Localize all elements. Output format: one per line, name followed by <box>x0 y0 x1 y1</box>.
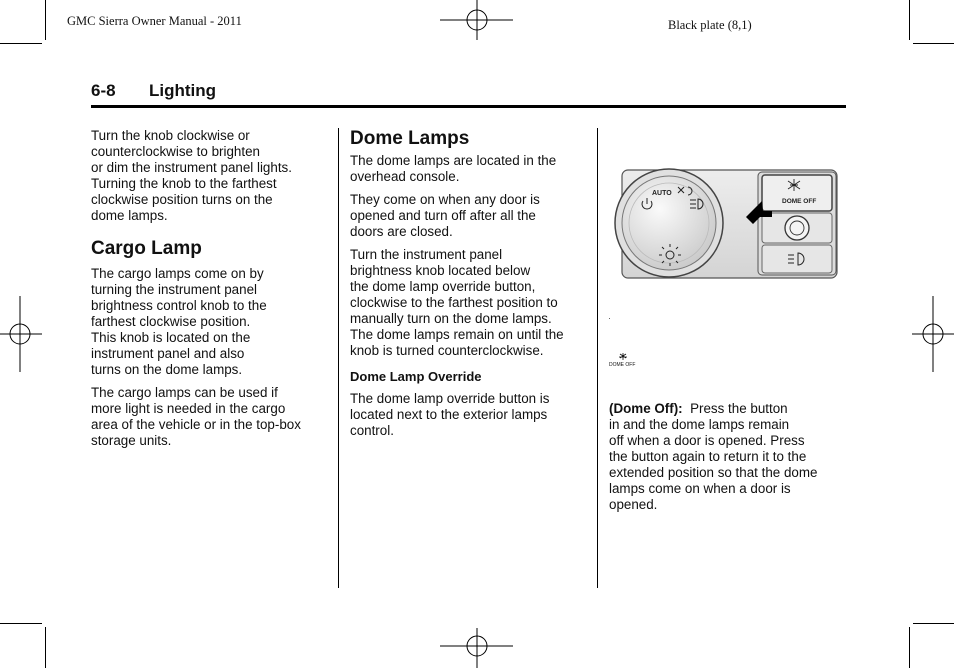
figure-auto-label: AUTO <box>652 190 672 197</box>
intro-paragraph: Turn the knob clockwise or counterclockwise to brighten or dim the instrument panel lights. Turning the knob to the farthest clockwise position turns on the dome lamps. <box>91 128 292 223</box>
crop-mark <box>45 627 46 668</box>
column-3 <box>609 339 849 520</box>
registration-mark-left <box>0 296 42 372</box>
dome-off-description-start: Press the button <box>682 401 788 416</box>
crop-mark <box>45 0 46 40</box>
crop-mark <box>909 627 910 668</box>
dome-off-icon <box>609 355 636 371</box>
column-2 <box>350 128 590 446</box>
section-header <box>91 81 846 108</box>
dome-lamps-heading: Dome Lamps <box>350 128 470 149</box>
crop-mark <box>909 0 910 40</box>
dome-off-icon-label: DOME OFF <box>609 362 636 368</box>
cargo-paragraph-1: The cargo lamps come on by turning the instrument panel brightness control knob to the farthest clockwise position. This knob is located on the instrument panel and also turns on the dome lamps. <box>91 266 267 377</box>
crop-mark <box>913 43 954 44</box>
header-plate: Black plate (8,1) <box>668 18 752 32</box>
column-divider <box>338 128 339 588</box>
dome-paragraph-1: The dome lamps are located in the overhead console. <box>350 153 557 184</box>
headlamp-control-illustration <box>612 165 844 281</box>
crop-mark <box>0 43 42 44</box>
figure-dome-off-label: DOME OFF <box>782 198 817 205</box>
cargo-paragraph-2: The cargo lamps can be used if more light is needed in the cargo area of the vehicle or in the top-box storage units. <box>91 385 301 448</box>
dome-off-term: (Dome Off): <box>609 401 683 416</box>
dome-paragraph-3: Turn the instrument panel brightness knob located below the dome lamp override button, clockwise to the farthest position to manually turn on the dome lamps. The dome lamps remain on until the knob is turned counterclockwise. <box>350 247 564 358</box>
column-divider <box>597 128 598 588</box>
registration-mark-top <box>440 0 516 40</box>
figure-caption-dot <box>609 318 610 319</box>
registration-mark-right <box>912 296 954 372</box>
dome-paragraph-4: The dome lamp override button is located next to the exterior lamps control. <box>350 391 550 438</box>
column-1 <box>91 128 331 456</box>
crop-mark <box>0 623 42 624</box>
section-title: Lighting <box>149 81 217 100</box>
dome-off-description: in and the dome lamps remain off when a door is opened. Press the button again to return it to the extended position so that the dome lamps come on when a door is opened. <box>609 417 818 512</box>
dome-override-subheading: Dome Lamp Override <box>350 369 482 384</box>
header-manual-title: GMC Sierra Owner Manual - 2011 <box>67 14 242 28</box>
cargo-lamp-heading: Cargo Lamp <box>91 238 202 259</box>
crop-mark <box>913 623 954 624</box>
dome-paragraph-2: They come on when any door is opened and turn off after all the doors are closed. <box>350 192 540 239</box>
section-number: 6-8 <box>91 81 116 100</box>
registration-mark-bottom <box>440 628 516 668</box>
